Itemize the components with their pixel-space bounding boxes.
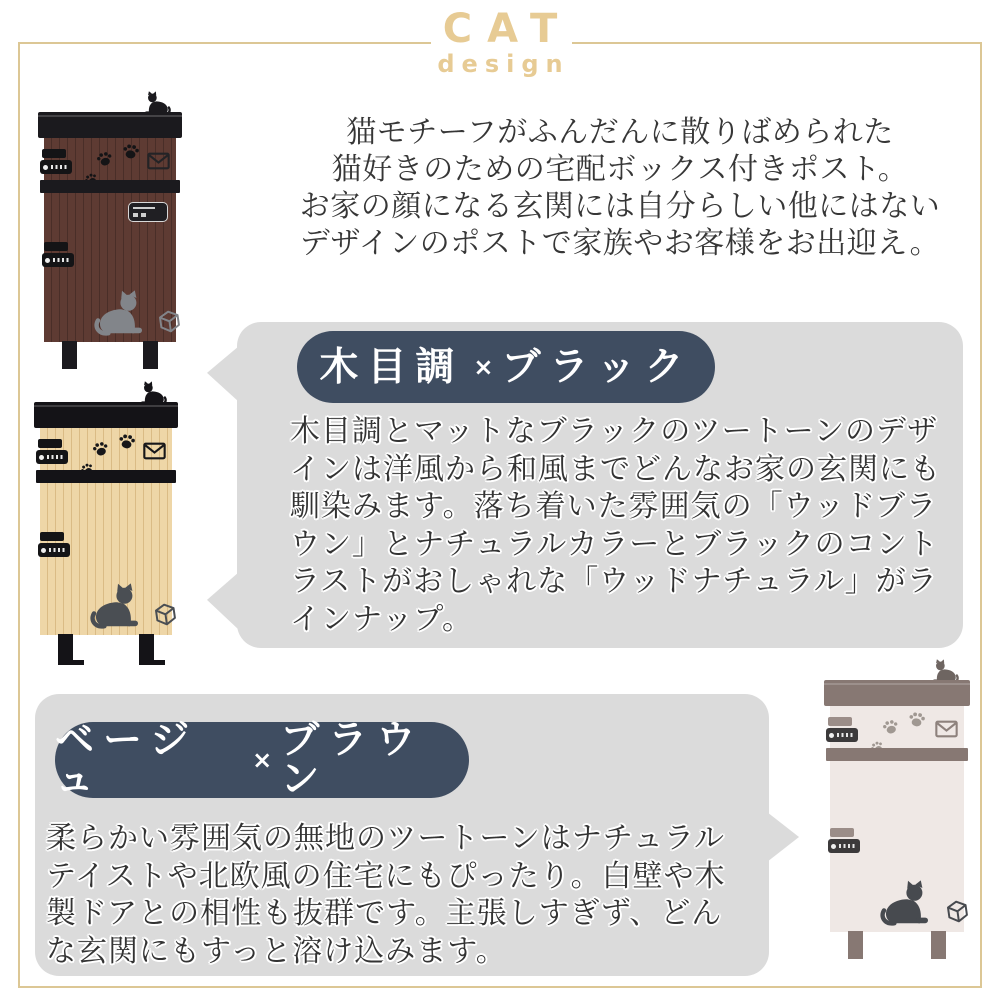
badge-label-right: ブラック (501, 344, 693, 390)
badge-label-right: ブラウン (280, 718, 425, 802)
badge-wood-black (297, 331, 715, 403)
frame-border-top-left (18, 42, 431, 44)
paragraph-wood-black (290, 413, 955, 638)
post-divider-band (36, 470, 176, 483)
badge-label-left: ベージュ (55, 718, 199, 802)
package-icon (155, 307, 183, 335)
intro-line: お家の顔になる玄関には自分らしい他にはない (299, 189, 941, 224)
frame-border-bottom (18, 986, 982, 988)
post-foot-bracket (58, 660, 84, 665)
frame-border-right (980, 42, 982, 988)
post-leg (62, 341, 77, 369)
paragraph-line: 馴染みます。落ち着いた雰囲気の「ウッドブラ (290, 489, 938, 524)
logo-text-design: design (437, 50, 570, 78)
package-icon (151, 600, 179, 628)
post-foot-bracket (139, 660, 165, 665)
paw-print-icon (907, 709, 927, 729)
cat-silhouette-icon (92, 290, 144, 338)
post-leg (848, 931, 863, 959)
intro-line: デザインのポストで家族やお客様をお出迎え。 (299, 226, 941, 261)
envelope-icon (147, 152, 170, 170)
intro-line: 猫好きのための宅配ボックス付きポスト。 (331, 152, 909, 187)
frame-border-left (18, 42, 20, 988)
post-lid (34, 402, 178, 428)
logo-text-cat: CAT (442, 6, 573, 52)
paragraph-line: 木目調とマットなブラックのツートーンのデザ (290, 414, 938, 449)
post-leg (58, 634, 73, 662)
product-photo-beige-post (816, 660, 978, 962)
post-leg (143, 341, 158, 369)
paragraph-line: インは洋風から和風までどんなお家の玄関にも (290, 451, 941, 487)
paragraph-line: インナップ。 (290, 601, 473, 637)
paw-print-icon (121, 141, 141, 161)
badge-label-left: 木目調 (319, 344, 464, 390)
name-plate (128, 202, 168, 222)
paragraph-line: ラストがおしゃれな「ウッドナチュラル」がラ (290, 564, 938, 599)
post-divider-band (826, 748, 968, 761)
cat-silhouette-icon (88, 583, 140, 631)
product-photo-wood-brown-post (30, 92, 190, 372)
package-icon (943, 897, 971, 925)
post-lid (38, 112, 182, 138)
paragraph-line: な玄関にもすっと溶け込みます。 (46, 933, 507, 969)
paragraph-beige-brown (46, 820, 758, 970)
post-leg (139, 634, 154, 662)
intro-line: 猫モチーフがふんだんに散りばめられた (346, 115, 894, 150)
paragraph-line: テイストや北欧風の住宅にもぴったり。白壁や木 (46, 858, 726, 894)
badge-separator: × (252, 746, 273, 774)
product-photo-wood-natural-post (26, 382, 186, 665)
frame-border-top-right (572, 42, 982, 44)
brand-logo (400, 8, 600, 77)
envelope-icon (935, 720, 958, 738)
badge-separator: × (473, 353, 494, 381)
post-divider-band (40, 180, 180, 193)
paragraph-line: 柔らかい雰囲気の無地のツートーンはナチュラル (46, 821, 725, 856)
cat-silhouette-icon (878, 880, 930, 928)
post-lid (824, 680, 970, 706)
intro-text (260, 114, 980, 262)
paw-print-icon (117, 431, 137, 451)
paragraph-line: 製ドアとの相性も抜群です。主張しすぎず、どん (46, 896, 723, 931)
paragraph-line: ウン」とナチュラルカラーとブラックのコント (290, 526, 939, 562)
post-leg (931, 931, 946, 959)
envelope-icon (143, 442, 166, 460)
badge-beige-brown (55, 718, 469, 802)
